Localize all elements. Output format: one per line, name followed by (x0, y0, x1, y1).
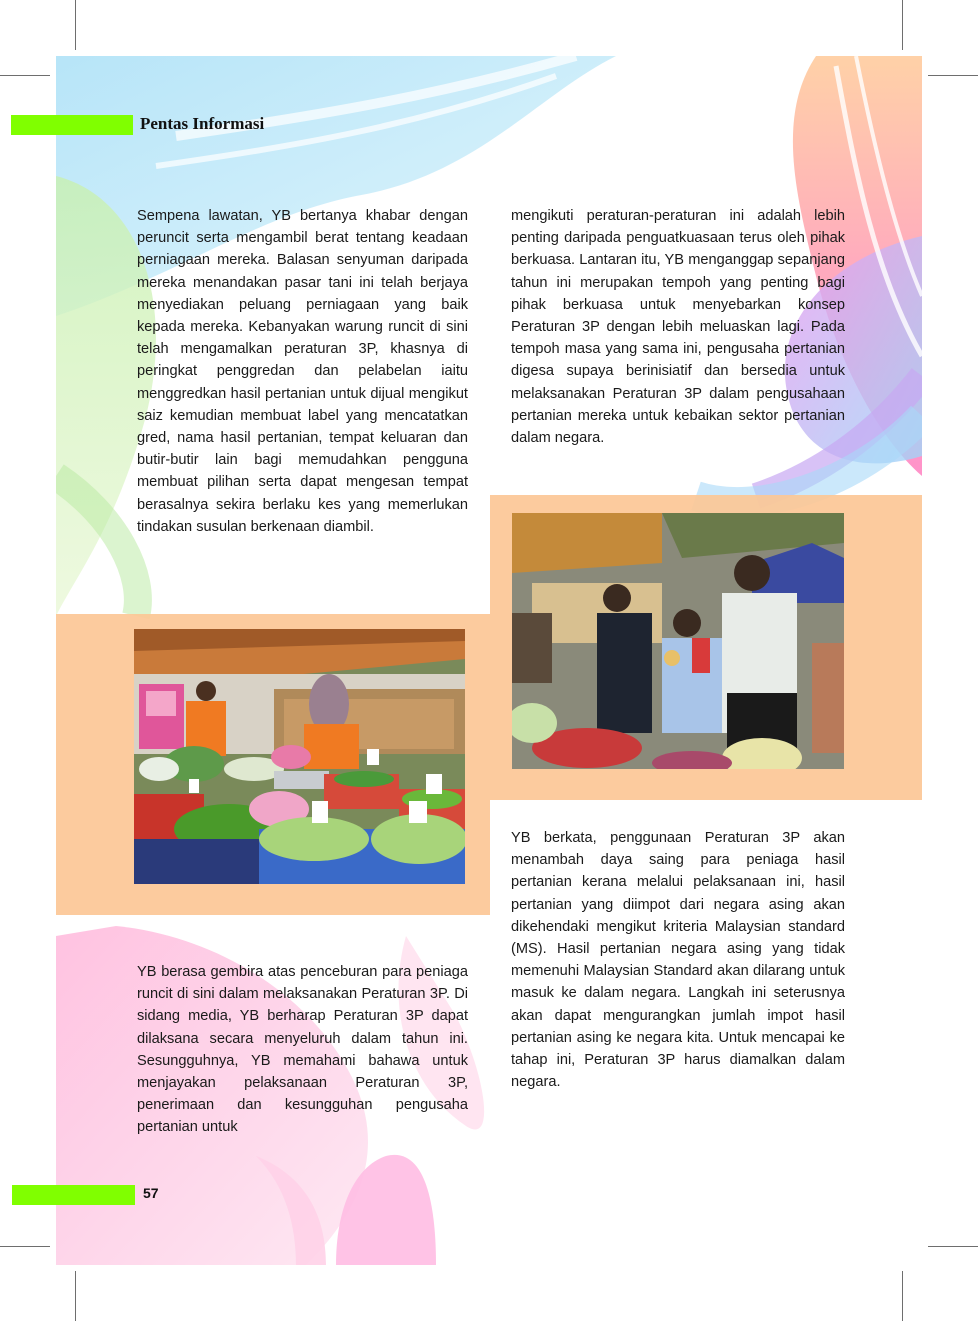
section-title: Pentas Informasi (140, 114, 265, 133)
crop-mark (75, 1271, 76, 1321)
crop-mark (0, 75, 50, 76)
section-accent-bar (11, 115, 133, 135)
crop-mark (902, 1271, 903, 1321)
paragraph: Sempena lawatan, YB bertanya khabar dengan peruncit serta mengambil berat tentang keadaan perniagaan mereka. Balasan senyuman daripada mereka menandakan pasar tani ini telah berjaya menyediakan peluang perniagaan yang baik kepada mereka. Kebanyakan warung runcit di sini telah mengamalkan peraturan 3P, khasnya di peringkat penggredan dan pelabelan iaitu menggredkan hasil pertanian untuk dijual mengikut saiz kemudian membuat label yang mencatatkan gred, nama hasil pertanian, tempat keluaran dan butir-butir lain bagi memudahkan pengguna membuat pilihan serta dapat mengesan tempat berasalnya sekira berlaku kes yang memerlukan tindakan susulan berkenaan diambil. (137, 208, 468, 535)
crop-mark (902, 0, 903, 50)
photo-officials-at-market (512, 513, 844, 769)
footer-accent-bar (12, 1185, 135, 1205)
page-number: 57 (143, 1185, 159, 1201)
crop-mark (0, 1246, 50, 1247)
article-column-2-top (511, 205, 845, 449)
crop-mark (75, 0, 76, 50)
article-column-2-bottom (511, 827, 845, 1093)
crop-mark (928, 1246, 978, 1247)
crop-mark (928, 75, 978, 76)
paragraph: YB berasa gembira atas penceburan para peniaga runcit di sini dalam melaksanakan Peraturan 3P. Di sidang media, YB berharap Peraturan 3P dapat dilaksana secara menyeluruh dalam tahun ini. Sesungguhnya, YB memahami bahawa untuk menjayakan pelaksanaan Peraturan 3P, penerimaan dan kesungguhan pengusaha pertanian untuk (137, 964, 468, 1136)
article-column-1-top (137, 205, 468, 538)
photo-vegetable-stall (134, 629, 465, 884)
paragraph: mengikuti peraturan-peraturan ini adalah lebih penting daripada penguatkuasaan terus oleh pihak berkuasa. Lantaran itu, YB menganggap sepanjang tahun ini merupakan tempoh yang penting bagi pihak berkuasa untuk menyebarkan konsep Peraturan 3P dengan lebih meluaskan lagi. Pada tempoh masa yang sama ini, pengusaha pertanian digesa supaya berinisiatif dan bersedia untuk melaksanakan Peraturan 3P dalam pengusahaan pertanian mereka untuk kebaikan sektor pertanian dalam negara. (511, 208, 845, 447)
article-column-1-bottom (137, 961, 468, 1139)
paragraph: YB berkata, penggunaan Peraturan 3P akan menambah daya saing para peniaga hasil pertanian kerana melalui pelaksanaan ini, hasil pertanian yang diimpot dari negara asing akan dikehendaki mengikut kriteria Malaysian standard (MS). Hasil pertanian negara asing yang tidak memenuhi Malaysian Standard akan dilarang untuk masuk ke dalam negara. Langkah ini seterusnya akan dapat mengurangkan jumlah impot hasil pertanian asing ke negara kita. Untuk mencapai ke tahap ini, Peraturan 3P harus diamalkan dalam negara. (511, 830, 845, 1091)
